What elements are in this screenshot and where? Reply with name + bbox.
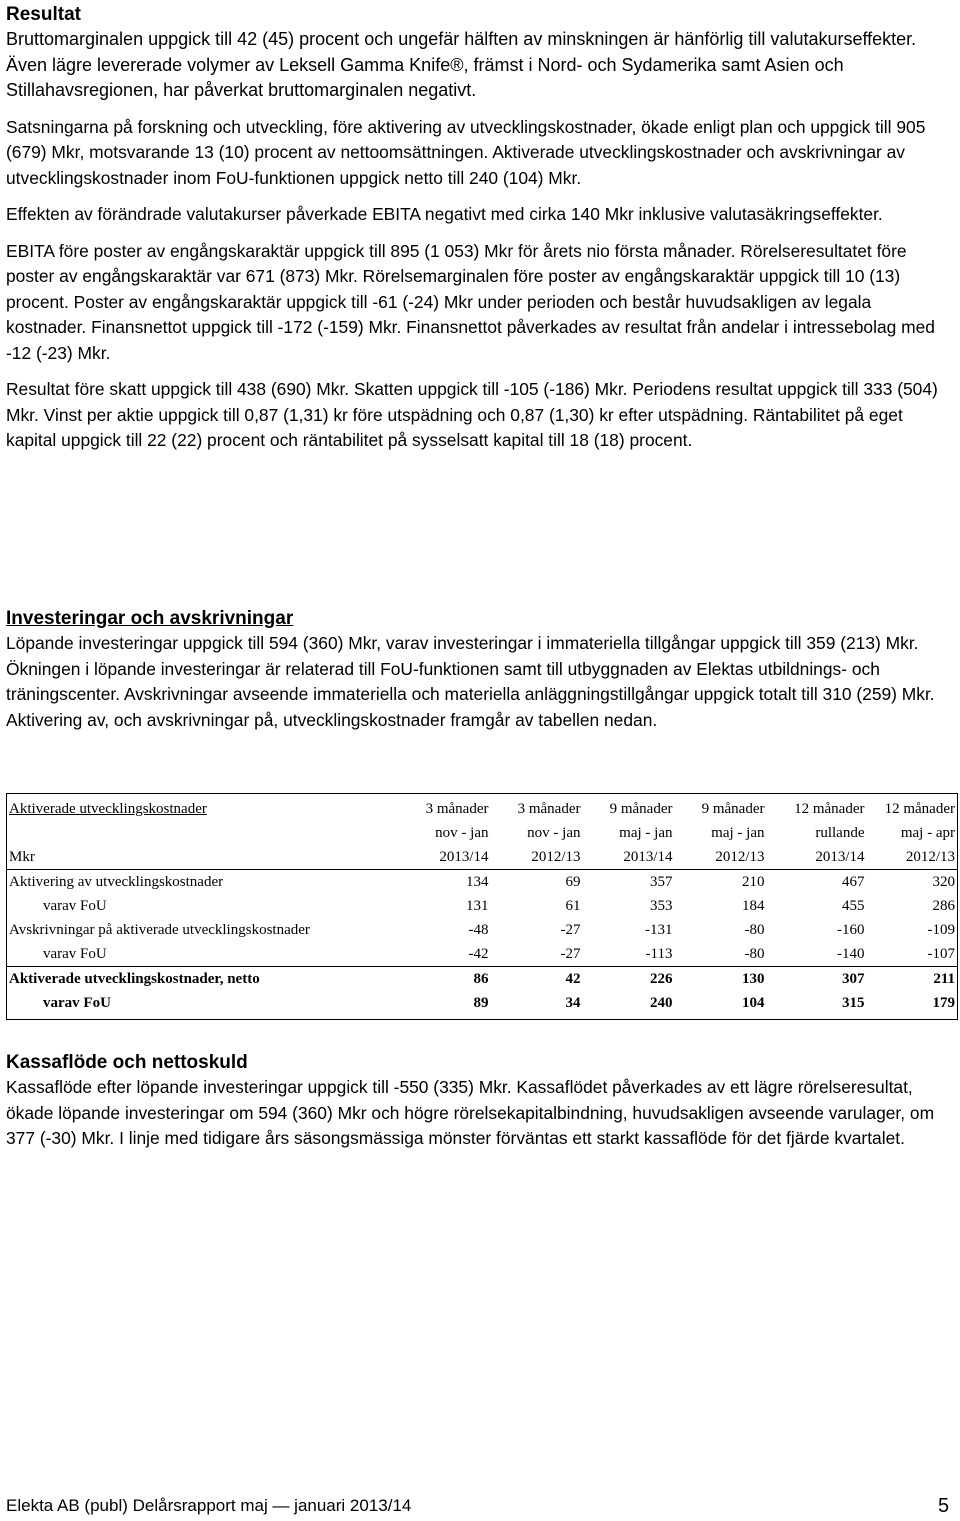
paragraph-kassaflode: Kassaflöde efter löpande investeringar uppgick till -550 (335) Mkr. Kassaflödet påverkades av ett lägre rörelseresultat, ökade löpande investeringar om 594 (360) Mkr och högre rörelsekapitalbindning, huvudsakligen avseende varulager, om 377 (-30) Mkr. I linje med tidigare års säsongsmässiga mönster förväntas ett starkt kassaflöde för det fjärde kvartalet. <box>6 1077 935 1148</box>
cell: -160 <box>837 922 865 938</box>
cell: 210 <box>742 874 765 890</box>
row-label: varav FoU <box>43 898 107 914</box>
cell: 353 <box>650 898 673 914</box>
table-row <box>7 918 958 942</box>
paragraph-bruttomarginal: Bruttomarginalen uppgick till 42 (45) procent och ungefär hälften av minskningen är hänförlig till valutakurseffekter. Även lägre levererade volymer av Leksell Gamma Knife®, främst i Nord- och Sydamerika samt Asien och Stillahavsregionen, har påverkat bruttomarginalen negativt. <box>6 29 917 100</box>
col-header: 12 månader <box>794 801 865 817</box>
table-title: Aktiverade utvecklingskostnader <box>9 801 207 817</box>
table-header-row <box>7 794 958 822</box>
unit-label: Mkr <box>7 845 399 870</box>
cell: 211 <box>867 967 958 992</box>
col-header: 12 månader <box>884 801 955 817</box>
cell: -80 <box>744 946 765 962</box>
col-header: nov - jan <box>527 825 581 841</box>
cell: -48 <box>468 922 489 938</box>
section-kassaflode <box>6 1050 956 1152</box>
cell: 467 <box>842 874 865 890</box>
cell: -109 <box>927 922 955 938</box>
cell: 320 <box>932 874 955 890</box>
cell: 226 <box>583 967 675 992</box>
cell: 240 <box>650 995 673 1011</box>
table-header-row <box>7 845 958 870</box>
row-label: varav FoU <box>43 946 107 962</box>
paragraph-valutakurser: Effekten av förändrade valutakurser påverkade EBITA negativt med cirka 140 Mkr inklusive valutasäkringseffekter. <box>6 204 883 224</box>
cell: 104 <box>742 995 765 1011</box>
table-header-row <box>7 821 958 845</box>
paragraph-forskning: Satsningarna på forskning och utveckling, före aktivering av utvecklingskostnader, ökade enligt plan och uppgick till 905 (679) Mkr, motsvarande 13 (10) procent av nettoomsättningen. Aktiverade utvecklingskostnader och avskrivningar av utvecklingskostnader inom FoU-funktionen uppgick netto till 240 (104) Mkr. <box>6 116 926 188</box>
cell: 42 <box>491 967 583 992</box>
col-header: nov - jan <box>435 825 489 841</box>
col-header: 2012/13 <box>491 845 583 870</box>
table-row <box>7 870 958 895</box>
col-header: rullande <box>815 825 865 841</box>
cell: 315 <box>842 995 865 1011</box>
cell: 86 <box>399 967 491 992</box>
col-header: maj - apr <box>900 825 955 841</box>
table-row <box>7 942 958 967</box>
col-header: 2012/13 <box>867 845 958 870</box>
col-header: 3 månader <box>517 801 581 817</box>
cell: 130 <box>675 967 767 992</box>
section-investeringar <box>6 606 956 733</box>
col-header: 9 månader <box>609 801 673 817</box>
cell: -113 <box>645 946 673 962</box>
cell: -27 <box>560 922 581 938</box>
col-header: maj - jan <box>619 825 673 841</box>
cell: 307 <box>767 967 867 992</box>
col-header: 2013/14 <box>767 845 867 870</box>
col-header: maj - jan <box>711 825 765 841</box>
cell: -107 <box>927 946 955 962</box>
row-label: Avskrivningar på aktiverade utvecklingskostnader <box>9 922 310 938</box>
page-number: 5 <box>938 1495 950 1517</box>
heading-resultat: Resultat <box>6 4 81 25</box>
col-header: 2012/13 <box>675 845 767 870</box>
cell: -42 <box>468 946 489 962</box>
cell: 184 <box>742 898 765 914</box>
cell: 69 <box>565 874 581 890</box>
row-label: varav FoU <box>43 995 111 1011</box>
cell: -80 <box>744 922 765 938</box>
cell: -131 <box>645 922 673 938</box>
heading-investeringar: Investeringar och avskrivningar <box>6 608 294 629</box>
heading-kassaflode: Kassaflöde och nettoskuld <box>6 1052 248 1073</box>
cell: 357 <box>650 874 673 890</box>
row-label: Aktivering av utvecklingskostnader <box>9 874 224 890</box>
cell: 61 <box>565 898 581 914</box>
table-row-total <box>7 967 958 992</box>
row-label: Aktiverade utvecklingskostnader, netto <box>7 967 399 992</box>
cell: -140 <box>837 946 865 962</box>
paragraph-resultat-fore-skatt: Resultat före skatt uppgick till 438 (690) Mkr. Skatten uppgick till -105 (-186) Mkr. Periodens resultat uppgick till 333 (504) Mkr. Vinst per aktie uppgick till 0,87 (1,31) kr före utspädning och 0,87 (1,30) kr efter utspädning. Räntabilitet på eget kapital uppgick till 22 (22) procent och räntabilitet på sysselsatt kapital till 18 (18) procent. <box>6 379 938 450</box>
paragraph-investeringar: Löpande investeringar uppgick till 594 (360) Mkr, varav investeringar i immateriella tillgångar uppgick till 359 (213) Mkr. Ökningen i löpande investeringar är relaterad till FoU-funktionen samt till utbyggnaden av Elektas utbildnings- och träningscenter. Avskrivningar avseende immateriella och materiella anläggningstillgångar uppgick totalt till 310 (259) Mkr. Aktivering av, och avskrivningar på, utvecklingskostnader framgår av tabellen nedan. <box>6 633 935 730</box>
col-header: 2013/14 <box>399 845 491 870</box>
section-resultat <box>6 2 956 454</box>
paragraph-ebita: EBITA före poster av engångskaraktär uppgick till 895 (1 053) Mkr för årets nio första månader. Rörelseresultatet före poster av engångskaraktär var 671 (873) Mkr. Rörelsemarginalen före poster av engångskaraktär uppgick till 10 (13) procent. Poster av engångskaraktär uppgick till -61 (-24) Mkr under perioden och består huvudsakligen av legala kostnader. Finansnettot uppgick till -172 (-159) Mkr. Finansnettot påverkades av resultat från andelar i intressebolag med -12 (-23) Mkr. <box>6 240 935 363</box>
cell: 286 <box>932 898 955 914</box>
cell: 131 <box>466 898 489 914</box>
cell: 134 <box>466 874 489 890</box>
col-header: 3 månader <box>425 801 489 817</box>
col-header: 2013/14 <box>583 845 675 870</box>
development-costs-table <box>6 793 958 1020</box>
cell: 89 <box>473 995 489 1011</box>
cell: 34 <box>565 995 581 1011</box>
table-row-total <box>7 991 958 1020</box>
footer-report-title: Elekta AB (publ) Delårsrapport maj — januari 2013/14 <box>6 1496 412 1515</box>
cell: -27 <box>560 946 581 962</box>
table-row <box>7 894 958 918</box>
col-header: 9 månader <box>701 801 765 817</box>
cell: 179 <box>932 995 955 1011</box>
cell: 455 <box>842 898 865 914</box>
